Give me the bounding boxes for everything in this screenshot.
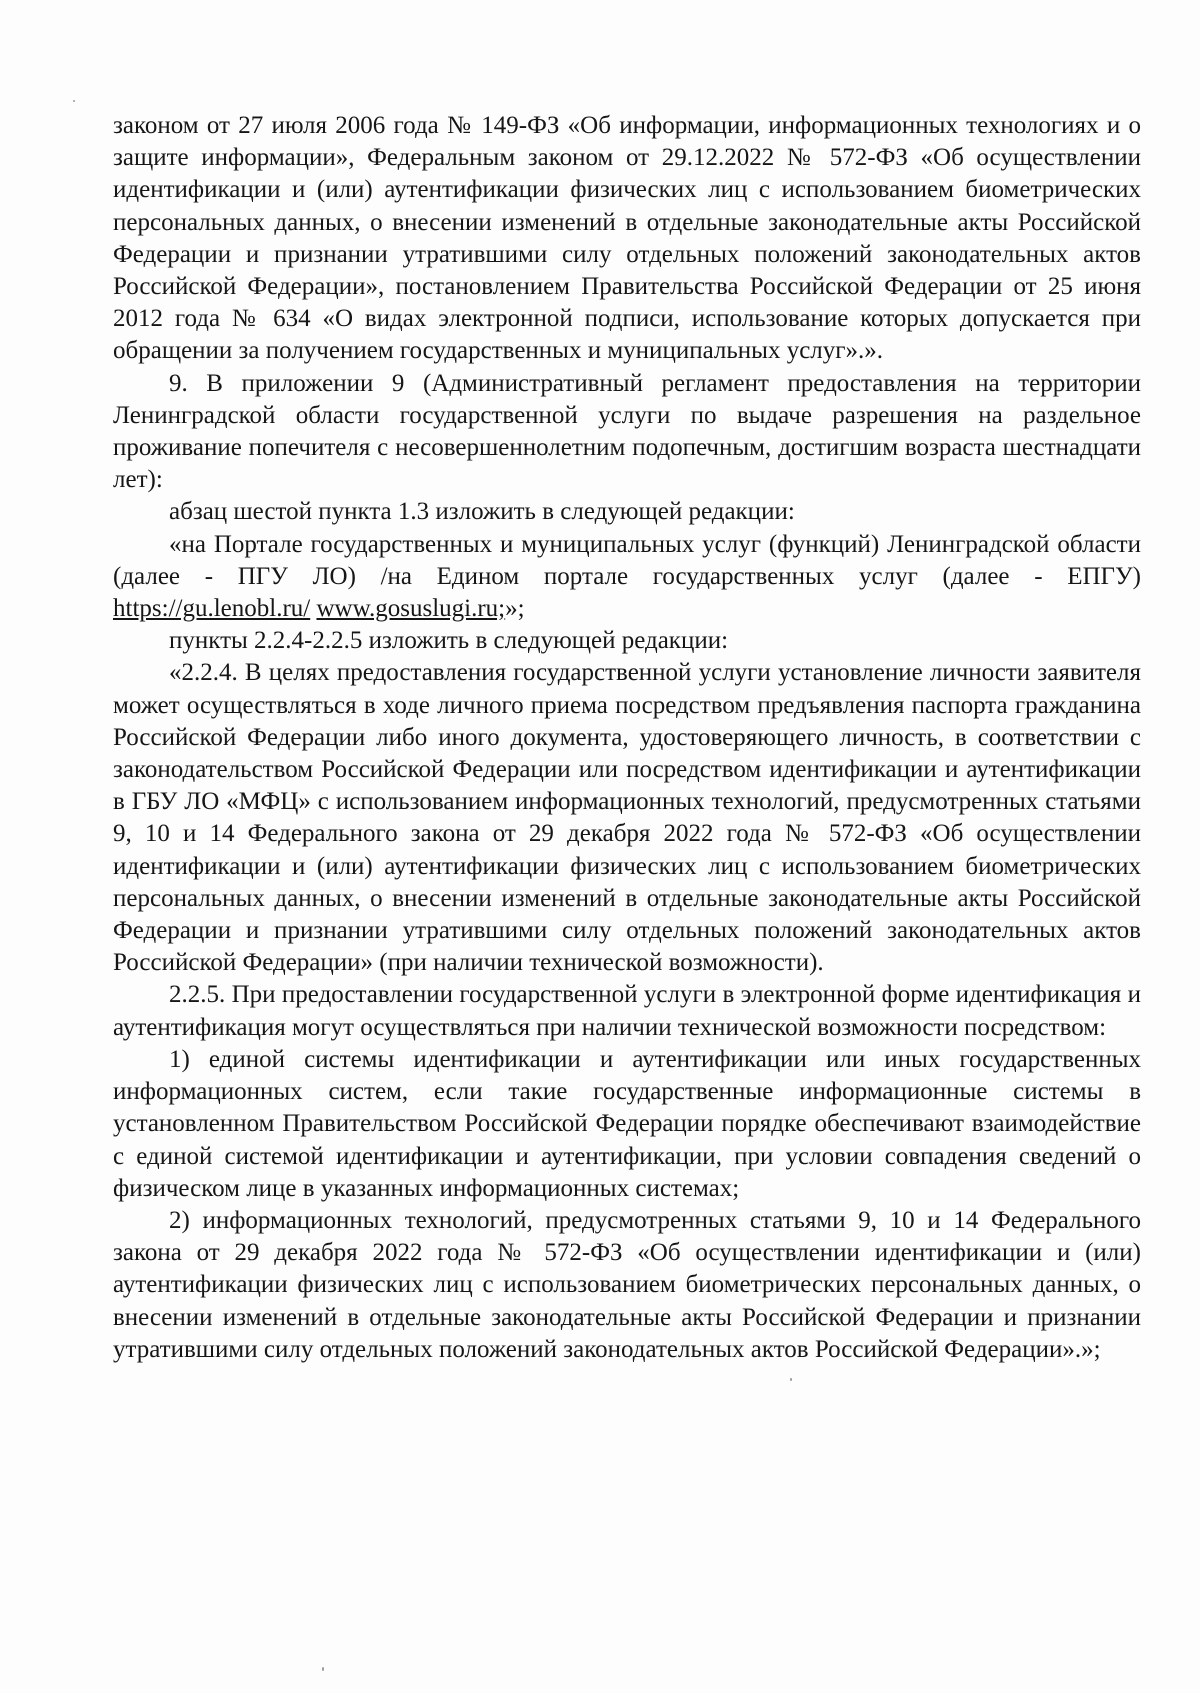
paragraph-list-item-2: 2) информационных технологий, предусмотренных статьями 9, 10 и 14 Федерального закона от 29 декабря 2022 года № 572-ФЗ «Об осуществлении идентификации и (или) аутентификации физических лиц с использованием биометрических персональных данных, о внесении изменений в отдельные законодательные акты Российской Федерации и признании утратившими силу отдельных положений законодательных актов Российской Федерации».»; [113, 1206, 1141, 1363]
scan-speck [790, 1378, 792, 1381]
portal-text: «на Портале государственных и муниципальных услуг (функций) Ленинградской области (далее - ПГУ ЛО) /на Едином портале государственных услуг (далее - ЕПГУ) [113, 530, 1141, 590]
paragraph-item-9: 9. В приложении 9 (Административный регламент предоставления на территории Ленинградской области государственной услуги по выдаче разрешения на раздельное проживание попечителя с несовершеннолетним подопечным, достигшим возраста шестнадцати лет): [113, 369, 1141, 494]
paragraph-instruction-2-2: пункты 2.2.4-2.2.5 изложить в следующей редакции: [169, 627, 729, 655]
link-gosuslugi[interactable]: www.gosuslugi.ru; [316, 595, 506, 623]
portal-text-end: »; [505, 595, 525, 623]
scan-speck [322, 1667, 324, 1671]
paragraph-portal-links [113, 529, 1141, 626]
paragraph-list-item-1: 1) единой системы идентификации и аутентификации или иных государственных информационных систем, если такие государственные информационные системы в установленном Правительством Российской Федерации порядке обеспечивают взаимодействие с единой системой идентификации и аутентификации, при условии совпадения сведений о физическом лице в указанных информационных системах; [113, 1045, 1141, 1202]
paragraph-law-references: законом от 27 июля 2006 года № 149-ФЗ «Об информации, информационных технологиях и о защите информации», Федеральным законом от 29.12.2022 № 572-ФЗ «Об осуществлении идентификации и (или) аутентификации физических лиц с использованием биометрических персональных данных, о внесении изменений в отдельные законодательные акты Российской Федерации и признании утратившими силу отдельных положений законодательных актов Российской Федерации», постановлением Правительства Российской Федерации от 25 июня 2012 года № 634 «О видах электронной подписи, использование которых допускается при обращении за получением государственных и муниципальных услуг».». [113, 112, 1141, 365]
paragraph-2-2-4: «2.2.4. В целях предоставления государственной услуги установление личности заявителя может осуществляться в ходе личного приема посредством предъявления паспорта гражданина Российской Федерации либо иного документа, удостоверяющего личность, в соответствии с законодательством Российской Федерации или посредством идентификации и аутентификации в ГБУ ЛО «МФЦ» с использованием информационных технологий, предусмотренных статьями 9, 10 и 14 Федерального закона от 29 декабря 2022 года № 572-ФЗ «Об осуществлении идентификации и (или) аутентификации физических лиц с использованием биометрических персональных данных, о внесении изменений в отдельные законодательные акты Российской Федерации и признании утратившими силу отдельных положений законодательных актов Российской Федерации» (при наличии технической возможности). [113, 659, 1141, 977]
scan-speck [73, 100, 75, 102]
paragraph-2-2-5: 2.2.5. При предоставлении государственной услуги в электронной форме идентификация и аутентификация могут осуществляться при наличии технической возможности посредством: [113, 981, 1141, 1041]
link-gu-lenobl[interactable]: https://gu.lenobl.ru/ [113, 595, 311, 623]
paragraph-instruction-1-3: абзац шестой пункта 1.3 изложить в следующей редакции: [169, 498, 795, 526]
document-body [113, 110, 1141, 1366]
